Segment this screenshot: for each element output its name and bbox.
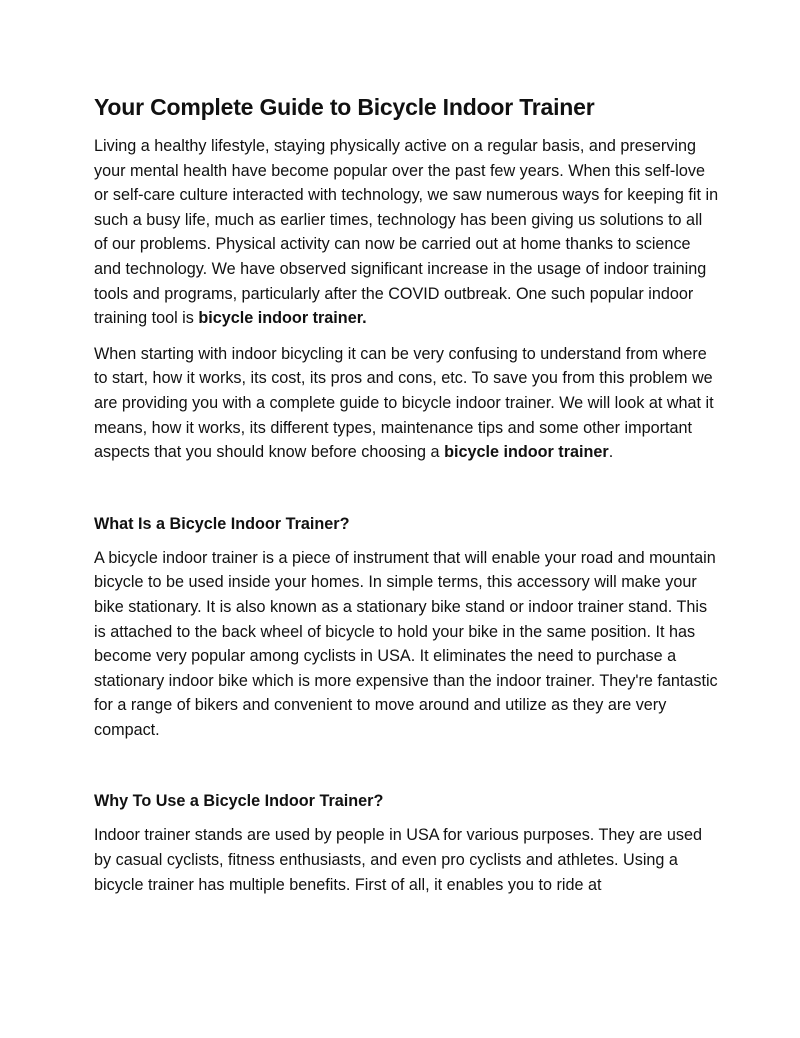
intro-paragraph-2-text: When starting with indoor bicycling it can be very confusing to understand from where to start, how it works, its cost, its pros and cons, etc. To save you from this problem we are providing you with a complete guide to bicycle indoor trainer. We will look at what it means, how it works, its different types, maintenance tips and some other important aspects that you should know before choosing a	[94, 344, 714, 462]
intro-paragraph-1-text: Living a healthy lifestyle, staying physically active on a regular basis, and preserving your mental health have become popular over the past few years. When this self-love or self-care culture interacted with technology, we saw numerous ways for keeping fit in such a busy life, much as earlier times, technology has been giving us solutions to all of our problems. Physical activity can now be carried out at home thanks to science and technology. We have observed significant increase in the usage of indoor training tools and programs, particularly after the COVID outbreak. One such popular indoor training tool is	[94, 137, 719, 328]
intro-paragraph-2	[94, 342, 720, 465]
intro-paragraph-2-end: .	[608, 443, 614, 462]
section-heading-why-use: Why To Use a Bicycle Indoor Trainer?	[94, 792, 384, 811]
intro-paragraph-2-bold: bicycle indoor trainer	[444, 443, 609, 462]
section-body-what-is: A bicycle indoor trainer is a piece of instrument that will enable your road and mountain bicycle to be used inside your homes. In simple terms, this accessory will make your bike stationary. It is also known as a stationary bike stand or indoor trainer stand. This is attached to the back wheel of bicycle to hold your bike in the same position. It has become very popular among cyclists in USA. It eliminates the need to purchase a stationary indoor bike which is more expensive than the indoor trainer. They're fantastic for a range of bikers and convenient to move around and utilize as they are very compact.	[94, 548, 718, 739]
document-title: Your Complete Guide to Bicycle Indoor Trainer	[94, 94, 595, 120]
intro-paragraph-1-bold: bicycle indoor trainer.	[198, 309, 367, 328]
section-body-why-use: Indoor trainer stands are used by people in USA for various purposes. They are used by casual cyclists, fitness enthusiasts, and even pro cyclists and athletes. Using a bicycle trainer has multiple benefits. First of all, it enables you to ride at	[94, 826, 702, 894]
section-heading-what-is: What Is a Bicycle Indoor Trainer?	[94, 514, 350, 533]
intro-paragraph-1	[94, 134, 720, 331]
